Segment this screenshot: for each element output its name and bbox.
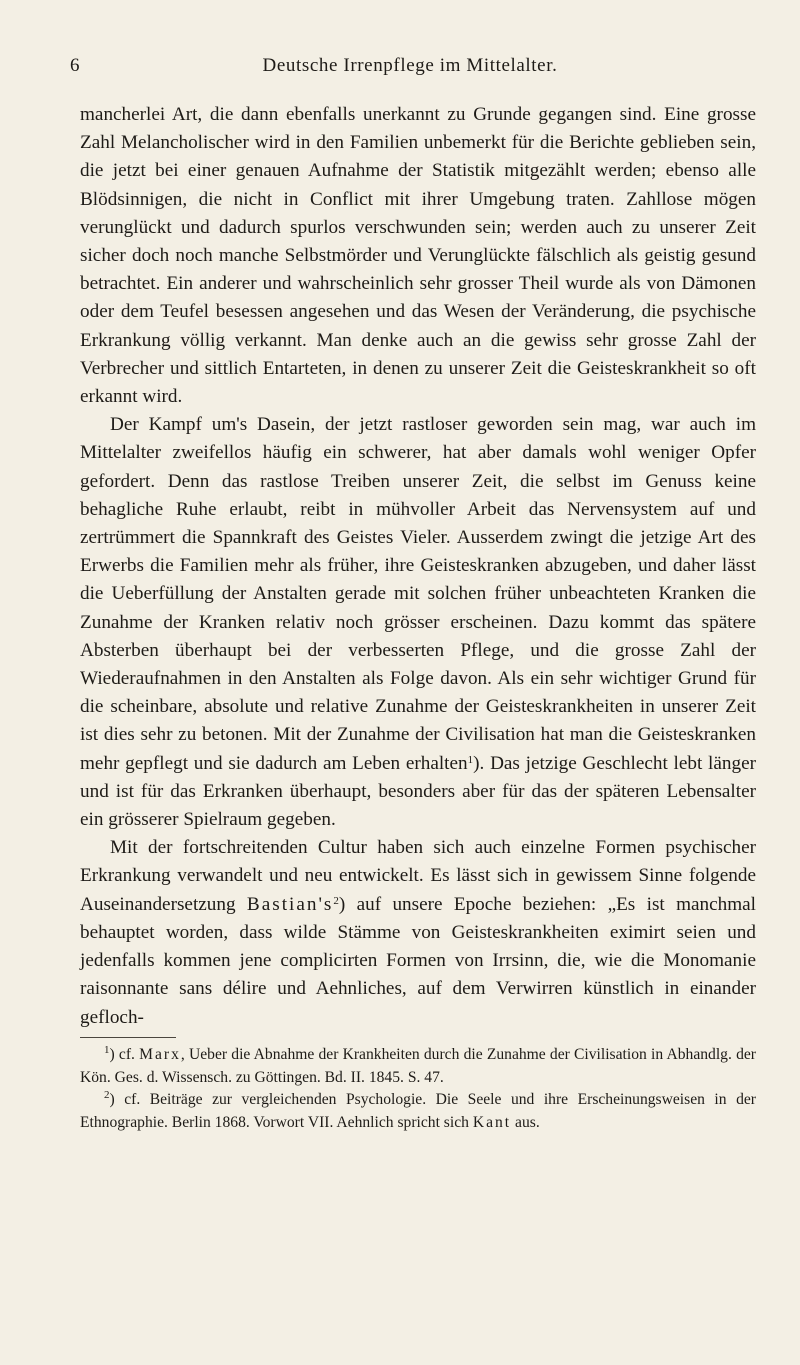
paragraph-2: [80, 411, 756, 834]
footnote-divider: [80, 1037, 176, 1038]
footnote-2-author: Kant: [472, 1113, 512, 1131]
footnote-2-text: aus.: [511, 1113, 540, 1131]
paragraph-2-text: Der Kampf um's Dasein, der jetzt rastloser geworden sein mag, war auch im Mittelalter zweifellos häufig ein schwerer, hat aber damals wohl weniger Opfer gefordert. Denn das rastlose Treiben unserer Zeit, die selbst im Genuss keine behagliche Ruhe erlaubt, reibt in mühvoller Arbeit das Nervensystem auf und zertrümmert die Spannkraft des Geistes Vieler. Ausserdem zwingt die jetzige Art des Erwerbs die Familien mehr als früher, ihre Geisteskranken abzugeben, und daher lässt die Ueberfüllung der Anstalten gerade mit solchen früher unbeachteten Kranken die Zunahme der Kranken relativ noch grösser erscheinen. Dazu kommt das spätere Absterben überhaupt bei der verbesserten Pflege, und die grosse Zahl der Wiederaufnahmen in den Anstalten als Folge davon. Als ein sehr wichtiger Grund für die scheinbare, absolute und relative Zunahme der Geisteskrankheiten in unserer Zeit ist dies sehr zu betonen. Mit der Zunahme der Civilisation hat man die Geisteskranken mehr gepflegt und sie dadurch am Leben erhalten: [80, 414, 756, 774]
paragraph-3-text-a: Mit der fortschreitenden Cultur haben sich auch einzelne Formen psychischer Erkrankung verwandelt und neu entwickelt. Es lässt sich in gewissem Sinne folgende Auseinandersetzung: [80, 837, 756, 915]
page-header: [70, 55, 750, 81]
footnote-2-prefix: ) cf. Beiträge zur vergleichenden Psychologie. Die Seele und ihre Erscheinungsweisen in der Ethnographie. Berlin 1868. Vorwort VII. Aehnlich spricht sich: [80, 1091, 756, 1131]
footnotes: [80, 1044, 756, 1134]
footnote-2: [80, 1089, 756, 1134]
main-text: [80, 101, 756, 1032]
footnote-1: [80, 1044, 756, 1089]
page-number: 6: [70, 55, 80, 76]
footnote-ref-2: 2: [333, 894, 339, 907]
footnote-1-text: , Ueber die Abnahme der Krankheiten durch die Zunahme der Civilisation in Abhandlg. der Kön. Ges. d. Wissensch. zu Göttingen. Bd. II. 1845. S. 47.: [80, 1046, 756, 1086]
footnote-1-prefix: ) cf.: [109, 1046, 140, 1063]
footnote-ref-1: 1: [467, 753, 474, 766]
footnote-mark-2: 2: [104, 1089, 110, 1101]
footnote-1-author: Marx: [139, 1046, 181, 1063]
author-name-bastian: Bastian's: [246, 893, 334, 915]
paragraph-3-text-b: ) auf unsere Epoche beziehen: „Es ist manchmal behauptet worden, dass wilde Stämme von Geisteskrankheiten eximirt seien und jedenfalls kommen jene complicirten Formen von Irrsinn, die, wie die Monomanie raisonnante sans délire und Aehnliches, auf dem Verwirren künstlich in einander gefloch-: [80, 893, 756, 1028]
paragraph-1: mancherlei Art, die dann ebenfalls unerkannt zu Grunde gegangen sind. Eine grosse Zahl Melancholischer wird in den Familien unbemerkt für die Berichte geblieben sein, die jetzt bei einer genauen Aufnahme der Statistik mitgezählt werden; ebenso alle Blödsinnigen, die nicht in Conflict mit ihrer Umgebung traten. Zahllose mögen verunglückt und dadurch spurlos verschwunden sein; werden auch zu unserer Zeit sicher doch noch manche Selbstmörder und Verunglückte fälschlich als geistig gesund betrachtet. Ein anderer und wahrscheinlich sehr grosser Theil wurde als von Dämonen oder dem Teufel besessen angesehen und das Wesen der Veränderung, die psychische Erkrankung völlig verkannt. Man denke auch an die gewiss sehr grosse Zahl der Verbrecher und sittlich Entarteten, in denen zu unserer Zeit die Geisteskrankheit so oft erkannt wird.: [80, 104, 756, 408]
footnote-mark-1: 1: [104, 1044, 110, 1056]
paragraph-2-tail: ). Das jetzige Geschlecht lebt länger und ist für das Erkranken überhaupt, besonders aber für das der späteren Lebensalter ein grösserer Spielraum gegeben.: [80, 752, 756, 831]
paragraph-3: [80, 834, 756, 1031]
running-title: Deutsche Irrenpflege im Mittelalter.: [262, 55, 558, 76]
